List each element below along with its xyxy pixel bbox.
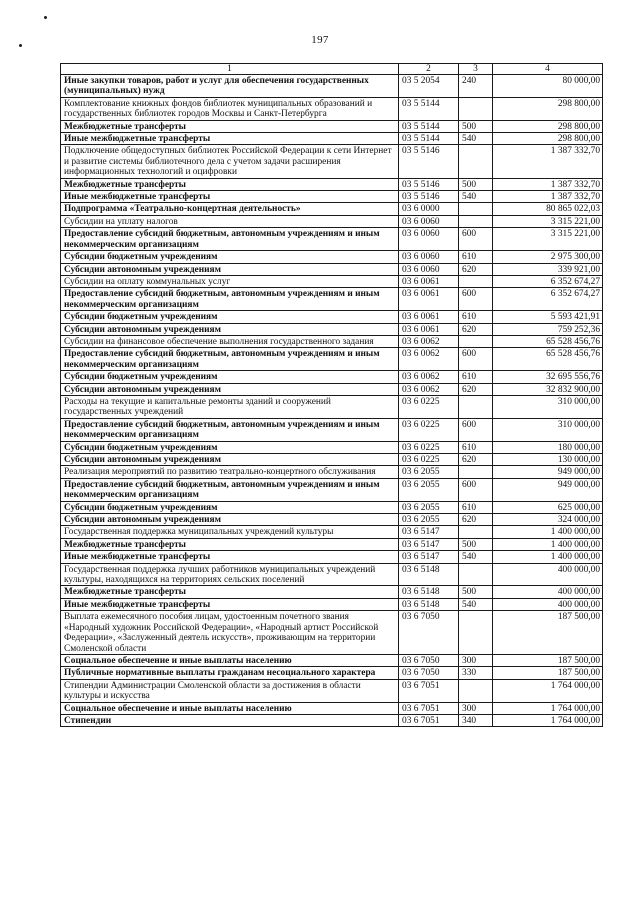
row-code: 03 6 7051	[399, 714, 459, 726]
row-amount: 3 315 221,00	[493, 228, 603, 251]
row-amount: 339 921,00	[493, 263, 603, 275]
row-name: Иные межбюджетные трансферты	[61, 598, 399, 610]
row-name: Расходы на текущие и капитальные ремонты зданий и сооружений государственных учреждений	[61, 395, 399, 418]
row-code: 03 6 7051	[399, 679, 459, 702]
row-type: 620	[459, 263, 493, 275]
row-type: 540	[459, 551, 493, 563]
row-type: 620	[459, 383, 493, 395]
row-amount: 324 000,00	[493, 514, 603, 526]
row-type: 500	[459, 586, 493, 598]
table-row	[61, 418, 603, 441]
row-type: 600	[459, 228, 493, 251]
row-name: Подключение общедоступных библиотек Российской Федерации к сети Интернет и развитие системы библиотечного дела с учетом задачи расширения информационных технологий и оцифровки	[61, 145, 399, 178]
table-row	[61, 97, 603, 120]
row-code: 03 6 5147	[399, 551, 459, 563]
row-name: Реализация мероприятий по развитию театрально-концертного обслуживания	[61, 466, 399, 478]
table-row	[61, 679, 603, 702]
row-name: Субсидии бюджетным учреждениям	[61, 501, 399, 513]
row-amount: 6 352 674,27	[493, 288, 603, 311]
column-header: 3	[459, 64, 493, 75]
row-amount: 3 315 221,00	[493, 215, 603, 227]
table-row	[61, 454, 603, 466]
row-amount: 1 387 332,70	[493, 191, 603, 203]
row-code: 03 6 5148	[399, 563, 459, 586]
row-name: Субсидии бюджетным учреждениям	[61, 251, 399, 263]
row-code: 03 6 0225	[399, 454, 459, 466]
table-row	[61, 538, 603, 550]
row-type: 300	[459, 654, 493, 666]
row-code: 03 6 7051	[399, 702, 459, 714]
table-row	[61, 215, 603, 227]
row-amount: 187 500,00	[493, 611, 603, 655]
row-type: 540	[459, 598, 493, 610]
row-type	[459, 526, 493, 538]
row-name: Подпрограмма «Театрально-концертная деятельность»	[61, 203, 399, 215]
row-name: Субсидии автономным учреждениям	[61, 263, 399, 275]
row-type	[459, 563, 493, 586]
row-amount: 6 352 674,27	[493, 275, 603, 287]
row-code: 03 5 5146	[399, 178, 459, 190]
row-code: 03 6 7050	[399, 667, 459, 679]
row-type	[459, 203, 493, 215]
table-row	[61, 563, 603, 586]
table-row	[61, 348, 603, 371]
row-code: 03 6 0062	[399, 335, 459, 347]
row-code: 03 5 5146	[399, 191, 459, 203]
row-code: 03 6 0061	[399, 275, 459, 287]
table-row	[61, 714, 603, 726]
table-row	[61, 288, 603, 311]
row-code: 03 6 0225	[399, 418, 459, 441]
row-type	[459, 97, 493, 120]
row-amount: 400 000,00	[493, 598, 603, 610]
row-amount: 759 252,36	[493, 323, 603, 335]
table-row	[61, 251, 603, 263]
row-name: Субсидии бюджетным учреждениям	[61, 311, 399, 323]
column-header: 1	[61, 64, 399, 75]
row-type	[459, 679, 493, 702]
row-name: Субсидии автономным учреждениям	[61, 454, 399, 466]
row-amount: 298 800,00	[493, 97, 603, 120]
table-row	[61, 526, 603, 538]
row-name: Государственная поддержка муниципальных учреждений культуры	[61, 526, 399, 538]
row-amount: 310 000,00	[493, 395, 603, 418]
row-code: 03 6 2055	[399, 501, 459, 513]
row-code: 03 6 0062	[399, 371, 459, 383]
row-amount: 32 832 900,00	[493, 383, 603, 395]
row-name: Субсидии на уплату налогов	[61, 215, 399, 227]
row-type	[459, 335, 493, 347]
row-code: 03 6 7050	[399, 654, 459, 666]
row-code: 03 6 0060	[399, 251, 459, 263]
row-amount: 65 528 456,76	[493, 348, 603, 371]
table-row	[61, 323, 603, 335]
row-type: 500	[459, 538, 493, 550]
table-row	[61, 586, 603, 598]
table-row	[61, 598, 603, 610]
row-amount: 187 500,00	[493, 654, 603, 666]
row-code: 03 6 0060	[399, 263, 459, 275]
table-row	[61, 263, 603, 275]
table-row	[61, 311, 603, 323]
table-row	[61, 466, 603, 478]
row-code: 03 6 5147	[399, 526, 459, 538]
table-row	[61, 551, 603, 563]
table-row	[61, 383, 603, 395]
table-row	[61, 702, 603, 714]
row-amount: 625 000,00	[493, 501, 603, 513]
row-type: 600	[459, 288, 493, 311]
row-amount: 180 000,00	[493, 441, 603, 453]
row-name: Социальное обеспечение и иные выплаты населению	[61, 654, 399, 666]
row-code: 03 6 2055	[399, 478, 459, 501]
table-row	[61, 75, 603, 98]
row-name: Социальное обеспечение и иные выплаты населению	[61, 702, 399, 714]
row-code: 03 6 0225	[399, 395, 459, 418]
row-code: 03 6 2055	[399, 466, 459, 478]
row-type: 540	[459, 191, 493, 203]
row-code: 03 6 0225	[399, 441, 459, 453]
row-code: 03 6 5148	[399, 586, 459, 598]
row-code: 03 5 5144	[399, 133, 459, 145]
row-amount: 65 528 456,76	[493, 335, 603, 347]
table-row	[61, 654, 603, 666]
row-type: 620	[459, 323, 493, 335]
row-type	[459, 395, 493, 418]
table-row	[61, 335, 603, 347]
row-type: 600	[459, 348, 493, 371]
table-row	[61, 514, 603, 526]
row-code: 03 6 0060	[399, 215, 459, 227]
table-row	[61, 178, 603, 190]
row-name: Межбюджетные трансферты	[61, 120, 399, 132]
row-type: 240	[459, 75, 493, 98]
row-name: Субсидии автономным учреждениям	[61, 383, 399, 395]
row-name: Межбюджетные трансферты	[61, 538, 399, 550]
row-amount: 130 000,00	[493, 454, 603, 466]
row-type: 340	[459, 714, 493, 726]
row-code: 03 6 0062	[399, 348, 459, 371]
row-code: 03 5 2054	[399, 75, 459, 98]
row-amount: 5 593 421,91	[493, 311, 603, 323]
row-code: 03 6 0000	[399, 203, 459, 215]
row-amount: 80 865 022,03	[493, 203, 603, 215]
table-row	[61, 145, 603, 178]
table-row	[61, 133, 603, 145]
row-amount: 1 400 000,00	[493, 526, 603, 538]
row-code: 03 6 7050	[399, 611, 459, 655]
row-amount: 949 000,00	[493, 466, 603, 478]
row-name: Субсидии на финансовое обеспечение выполнения государственного задания	[61, 335, 399, 347]
row-name: Предоставление субсидий бюджетным, автономным учреждениям и иным некоммерческим организациям	[61, 228, 399, 251]
row-code: 03 5 5144	[399, 120, 459, 132]
row-name: Иные межбюджетные трансферты	[61, 133, 399, 145]
table-row	[61, 191, 603, 203]
row-type	[459, 466, 493, 478]
table-row	[61, 275, 603, 287]
row-code: 03 5 5144	[399, 97, 459, 120]
row-name: Иные межбюджетные трансферты	[61, 551, 399, 563]
column-header: 4	[493, 64, 603, 75]
table-row	[61, 228, 603, 251]
row-type	[459, 275, 493, 287]
page-number: 197	[311, 34, 329, 46]
row-name: Межбюджетные трансферты	[61, 178, 399, 190]
row-type: 330	[459, 667, 493, 679]
row-type	[459, 145, 493, 178]
table-row	[61, 611, 603, 655]
row-amount: 32 695 556,76	[493, 371, 603, 383]
table-row	[61, 203, 603, 215]
row-amount: 80 000,00	[493, 75, 603, 98]
row-type: 610	[459, 441, 493, 453]
row-amount: 1 764 000,00	[493, 679, 603, 702]
row-type: 540	[459, 133, 493, 145]
row-type: 620	[459, 454, 493, 466]
row-type: 600	[459, 478, 493, 501]
row-type: 620	[459, 514, 493, 526]
scan-speck	[44, 16, 47, 19]
row-amount: 310 000,00	[493, 418, 603, 441]
column-header: 2	[399, 64, 459, 75]
row-name: Государственная поддержка лучших работников муниципальных учреждений культуры, находящихся на территориях сельских поселений	[61, 563, 399, 586]
row-amount: 1 400 000,00	[493, 551, 603, 563]
row-code: 03 6 0060	[399, 228, 459, 251]
row-name: Субсидии на оплату коммунальных услуг	[61, 275, 399, 287]
row-code: 03 6 5148	[399, 598, 459, 610]
table-row	[61, 120, 603, 132]
row-amount: 1 400 000,00	[493, 538, 603, 550]
row-type: 610	[459, 371, 493, 383]
budget-table	[60, 63, 603, 727]
header-row	[61, 64, 603, 75]
row-code: 03 5 5146	[399, 145, 459, 178]
row-name: Субсидии бюджетным учреждениям	[61, 441, 399, 453]
row-name: Предоставление субсидий бюджетным, автономным учреждениям и иным некоммерческим организациям	[61, 288, 399, 311]
row-code: 03 6 2055	[399, 514, 459, 526]
row-name: Субсидии автономным учреждениям	[61, 323, 399, 335]
table-row	[61, 395, 603, 418]
row-type	[459, 611, 493, 655]
row-amount: 949 000,00	[493, 478, 603, 501]
row-type: 300	[459, 702, 493, 714]
row-name: Стипендии	[61, 714, 399, 726]
row-name: Выплата ежемесячного пособия лицам, удостоенным почетного звания «Народный художник Российской Федерации», «Народный артист Российской Федерации», «Заслуженный деятель искусств», проживающим на территории Смоленской области	[61, 611, 399, 655]
row-amount: 400 000,00	[493, 563, 603, 586]
row-type: 500	[459, 120, 493, 132]
row-name: Комплектование книжных фондов библиотек муниципальных образований и государственных библиотек городов Москвы и Санкт-Петербурга	[61, 97, 399, 120]
row-amount: 2 975 300,00	[493, 251, 603, 263]
row-amount: 400 000,00	[493, 586, 603, 598]
row-type: 610	[459, 251, 493, 263]
row-amount: 187 500,00	[493, 667, 603, 679]
row-code: 03 6 0062	[399, 383, 459, 395]
row-name: Субсидии автономным учреждениям	[61, 514, 399, 526]
row-type: 610	[459, 501, 493, 513]
row-amount: 298 800,00	[493, 133, 603, 145]
row-name: Межбюджетные трансферты	[61, 586, 399, 598]
row-type: 600	[459, 418, 493, 441]
table-body	[61, 75, 603, 727]
row-amount: 1 764 000,00	[493, 702, 603, 714]
table-row	[61, 371, 603, 383]
row-amount: 1 387 332,70	[493, 178, 603, 190]
row-code: 03 6 5147	[399, 538, 459, 550]
row-type	[459, 215, 493, 227]
row-code: 03 6 0061	[399, 288, 459, 311]
row-name: Иные межбюджетные трансферты	[61, 191, 399, 203]
row-code: 03 6 0061	[399, 311, 459, 323]
table-row	[61, 478, 603, 501]
row-name: Иные закупки товаров, работ и услуг для обеспечения государственных (муниципальных) нужд	[61, 75, 399, 98]
row-code: 03 6 0061	[399, 323, 459, 335]
row-amount: 1 764 000,00	[493, 714, 603, 726]
row-amount: 1 387 332,70	[493, 145, 603, 178]
row-name: Предоставление субсидий бюджетным, автономным учреждениям и иным некоммерческим организациям	[61, 348, 399, 371]
row-name: Предоставление субсидий бюджетным, автономным учреждениям и иным некоммерческим организациям	[61, 478, 399, 501]
row-type: 500	[459, 178, 493, 190]
row-name: Стипендии Администрации Смоленской области за достижения в области культуры и искусства	[61, 679, 399, 702]
row-name: Публичные нормативные выплаты гражданам несоциального характера	[61, 667, 399, 679]
table-row	[61, 441, 603, 453]
table-row	[61, 501, 603, 513]
row-amount: 298 800,00	[493, 120, 603, 132]
row-type: 610	[459, 311, 493, 323]
row-name: Предоставление субсидий бюджетным, автономным учреждениям и иным некоммерческим организациям	[61, 418, 399, 441]
row-name: Субсидии бюджетным учреждениям	[61, 371, 399, 383]
table-row	[61, 667, 603, 679]
